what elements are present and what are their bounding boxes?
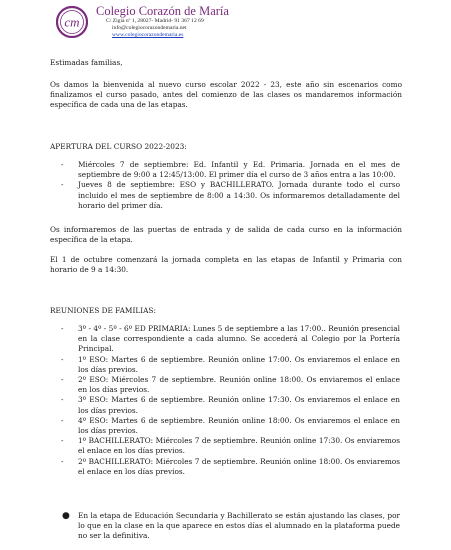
school-email: info@colegiocorazondemaria.net: [112, 25, 187, 32]
reuniones-list: [58, 324, 400, 477]
apertura-list: [58, 160, 400, 211]
greeting: Estimadas familias,: [50, 58, 123, 67]
list-item: - 3º ESO: Martes 6 de septiembre. Reunión online 17:30. Os enviaremos el enlace en los días previos.: [61, 395, 400, 415]
list-item: - 3º - 4º - 5º - 6º ED PRIMARIA: Lunes 5 de septiembre a las 17:00.. Reunión presencial en la clase correspondiente a cada alumno. Se accederá al Colegio por la Portería Principal.: [61, 324, 400, 354]
bullet-icon: ●: [62, 511, 70, 521]
apertura-title: APERTURA DEL CURSO 2022-2023:: [50, 142, 187, 151]
list-item: - Miércoles 7 de septiembre: Ed. Infantil y Ed. Primaria. Jornada en el mes de septiembre de 9:00 a 12:45/13:00. El primer día el curso de 3 años entra a las 10:00.: [61, 160, 400, 180]
list-item: - 4º ESO: Martes 6 de septiembre. Reunión online 18:00. Os enviaremos el enlace en los días previos.: [61, 415, 400, 436]
puertas-paragraph: Os informaremos de las puertas de entrada y de salida de cada curso en la información específica de la etapa.: [50, 225, 402, 245]
list-item: - 1º ESO: Martes 6 de septiembre. Reunión online 17:00. Os enviaremos el enlace en los días previos.: [61, 354, 400, 374]
school-address: C/ Zigia nº 1, 28027- Madrid- 91 367 12 69: [106, 18, 204, 24]
school-name: Colegio Corazón de María: [96, 4, 229, 18]
list-item: - Jueves 8 de septiembre: ESO y BACHILLERATO. Jornada durante todo el curso incluido el mes de septiembre de 8:00 a 14:30. Os informaremos detalladamente del horario del primer día.: [61, 180, 400, 210]
school-website-link[interactable]: www.colegiocorazondemaria.es: [112, 32, 184, 39]
logo-monogram: cm: [64, 14, 80, 30]
intro-paragraph: Os damos la bienvenida al nuevo curso escolar 2022 - 23, este año sin escenarios como finalizamos el curso pasado, antes del comienzo de las clases os mandaremos información específica de cada una de las etapas.: [50, 80, 402, 110]
list-item: - 1º BACHILLERATO: Miércoles 7 de septiembre. Reunión online 17:30. Os enviaremos el enlace en los días previos.: [61, 436, 400, 456]
list-item: - 2º ESO: Miércoles 7 de septiembre. Reunión online 18:00. Os enviaremos el enlace en los días previos.: [61, 375, 400, 395]
letterhead: [96, 4, 296, 40]
list-item: - 2º BACHILLERATO: Miércoles 7 de septiembre. Reunión online 18:00. Os enviaremos el enlace en los días previos.: [61, 456, 400, 476]
school-logo-icon: [56, 6, 88, 38]
reuniones-title: REUNIONES DE FAMILIAS:: [50, 306, 156, 315]
octubre-paragraph: El 1 de octubre comenzará la jornada completa en las etapas de Infantil y Primaria con horario de 9 a 14:30.: [50, 255, 402, 275]
list-item: ● En la etapa de Educación Secundaria y Bachillerato se están ajustando las clases, por lo que en la clase en la que aparece en estos días el alumnado en la plataforma puede no ser la definitiva.: [62, 511, 400, 541]
note-list: [58, 511, 400, 542]
